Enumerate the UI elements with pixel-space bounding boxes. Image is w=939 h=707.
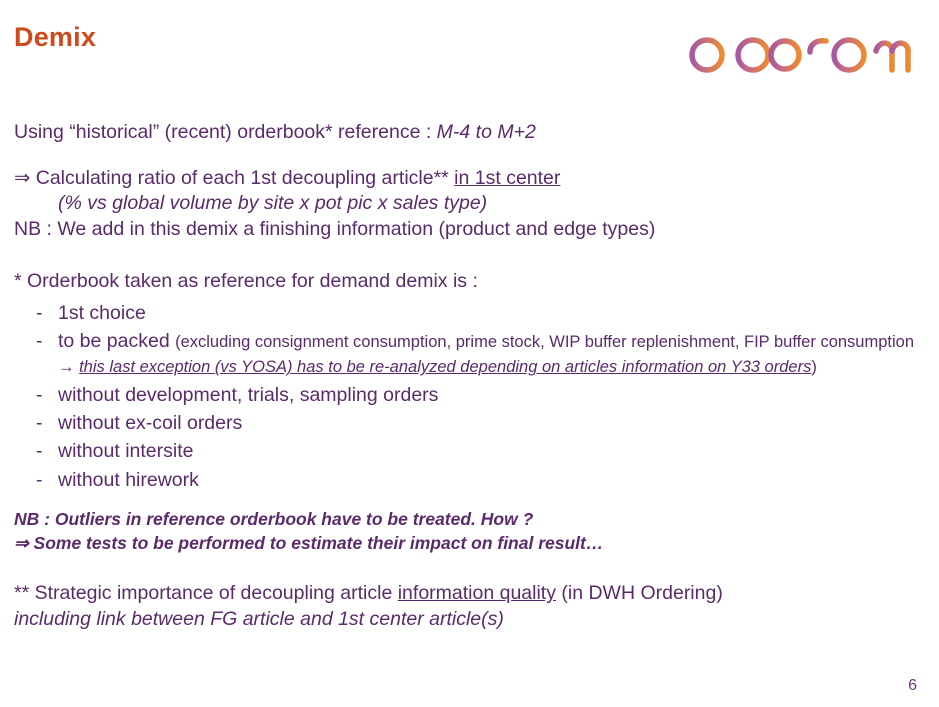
list-item [14,468,929,493]
list-item [14,439,929,464]
bullet-dash: - [36,330,43,353]
aperam-logo [683,22,919,80]
footnote-orderbook-reference: * Orderbook taken as reference for demand demix is : [14,269,478,292]
footnote-strategic-importance-emphasis: information quality [397,582,556,605]
list-item-label: without intersite [58,440,194,463]
bullet-dash: - [36,468,43,491]
spacer [14,146,929,166]
line-orderbook-reference-range: M-4 to M+2 [436,121,536,143]
note-outliers: NB : Outliers in reference orderbook have to be treated. How ? [14,509,534,530]
footnote-strategic-importance-text: ** Strategic importance of decoupling article [14,582,398,605]
line-calculating-ratio-subnote: (% vs global volume by site x pot pic x sales type) [58,192,488,215]
list-item [14,411,929,436]
line-calculating-ratio-emphasis: in 1st center [454,166,561,189]
list-item-label: 1st choice [58,301,146,324]
list-item [14,329,929,380]
bullet-dash: - [36,301,43,324]
footnote-link-fg-article: including link between FG article and 1st center article(s) [14,608,504,631]
bullet-dash: - [36,383,43,406]
spacer [14,243,929,269]
page-title: Demix [14,22,97,52]
spacer [14,496,929,508]
list-item-emphasis: this last exception (vs YOSA) has to be re-analyzed depending on articles information on Y33 orders [79,358,812,377]
footnote-strategic-importance-tail: (in DWH Ordering) [555,582,723,605]
line-calculating-ratio [14,166,929,192]
page-number: 6 [908,677,917,694]
line-calculating-ratio-text: ⇒ Calculating ratio of each 1st decoupling article** [14,166,455,189]
list-item-label: without ex-coil orders [58,412,243,435]
footnote-strategic-importance [14,581,929,607]
slide-body [14,120,929,633]
list-item-label: without hirework [58,468,199,491]
list-item [14,383,929,408]
list-item-label: to be packed [58,330,176,353]
list-item-note: (excluding consignment consumption, prime stock, WIP buffer replenishment, FIP buffer consumption → [58,333,914,377]
line-orderbook-reference [14,120,929,146]
note-tests: ⇒ Some tests to be performed to estimate their impact on final result… [14,532,604,553]
bullet-dash: - [36,440,43,463]
list-item [14,301,929,326]
list-item-label: without development, trials, sampling orders [58,383,439,406]
bullet-dash: - [36,412,43,435]
line-orderbook-reference-text: Using “historical” (recent) orderbook* reference : [14,121,437,143]
orderbook-criteria-list [14,301,929,493]
line-nb-finishing-info: NB : We add in this demix a finishing information (product and edge types) [14,218,656,241]
list-item-note-tail: ) [811,358,817,377]
spacer [14,555,929,581]
